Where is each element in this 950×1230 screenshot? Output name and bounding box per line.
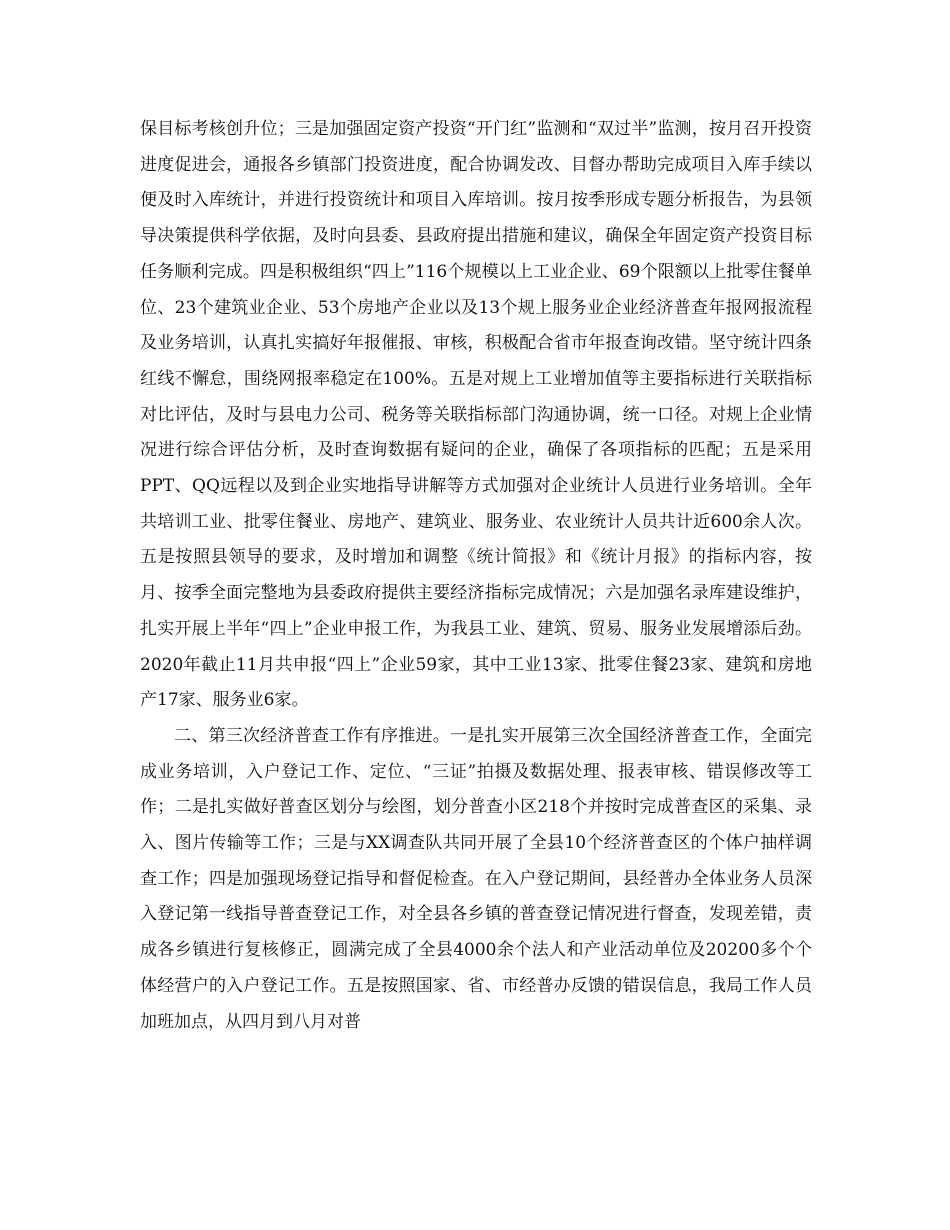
- paragraph-economic-census: 二、第三次经济普查工作有序推进。一是扎实开展第三次全国经济普查工作，全面完成业务培训，入户登记工作、定位、“三证”拍摄及数据处理、报表审核、错误修改等工作；二是扎实做好普查区划分与绘图，划分普查小区218个并按时完成普查区的采集、录入、图片传输等工作；三是与XX调查队共同开展了全县10个经济普查区的个体户抽样调查工作；四是加强现场登记指导和督促检查。在入户登记期间，县经普办全体业务人员深入登记第一线指导普查登记工作，对全县各乡镇的普查登记情况进行督查，发现差错，责成各乡镇进行复核修正，圆满完成了全县4000余个法人和产业活动单位及20200多个个体经营户的入户登记工作。五是按照国家、省、市经普办反馈的错误信息，我局工作人员加班加点，从四月到八月对普: [140, 725, 812, 1032]
- document-body: [140, 112, 812, 1040]
- paragraph-statistics-work: 保目标考核创升位；三是加强固定资产投资“开门红”监测和“双过半”监测，按月召开投资进度促进会，通报各乡镇部门投资进度，配合协调发改、目督办帮助完成项目入库手续以便及时入库统计，并进行投资统计和项目入库培训。按月按季形成专题分析报告，为县领导决策提供科学依据，及时向县委、县政府提出措施和建议，确保全年固定资产投资目标任务顺利完成。四是积极组织“四上”116个规模以上工业企业、69个限额以上批零住餐单位、23个建筑业企业、53个房地产企业以及13个规上服务业企业经济普查年报网报流程及业务培训，认真扎实搞好年报催报、审核，积极配合省市年报查询改错。坚守统计四条红线不懈怠，围绕网报率稳定在100%。五是对规上工业增加值等主要指标进行关联指标对比评估，及时与县电力公司、税务等关联指标部门沟通协调，统一口径。对规上企业情况进行综合评估分析，及时查询数据有疑问的企业，确保了各项指标的匹配；五是采用PPT、QQ远程以及到企业实地指导讲解等方式加强对企业统计人员进行业务培训。全年共培训工业、批零住餐业、房地产、建筑业、服务业、农业统计人员共计近600余人次。五是按照县领导的要求，及时增加和调整《统计简报》和《统计月报》的指标内容，按月、按季全面完整地为县委政府提供主要经济指标完成情况；六是加强名录库建设维护，扎实开展上半年“四上”企业申报工作，为我县工业、建筑、贸易、服务业发展增添后劲。2020年截止11月共申报“四上”企业59家，其中工业13家、批零住餐23家、建筑和房地产17家、服务业6家。: [140, 119, 812, 711]
